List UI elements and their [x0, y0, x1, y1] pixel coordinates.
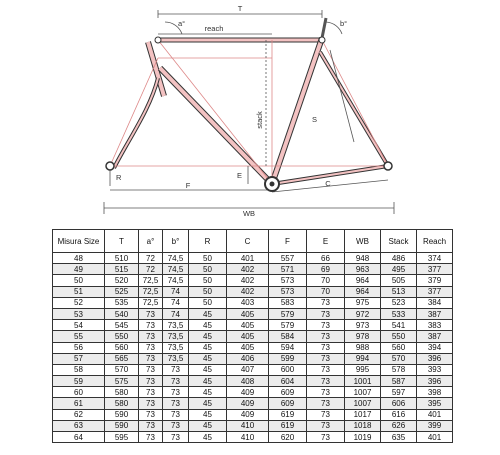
cell-t: 570 — [105, 364, 139, 375]
cell-f: 609 — [269, 387, 307, 398]
table-row — [53, 275, 453, 286]
cell-c: 405 — [227, 308, 269, 319]
cell-t: 575 — [105, 376, 139, 387]
cell-a: 73 — [139, 320, 163, 331]
cell-b: 74,5 — [163, 275, 189, 286]
cell-t: 550 — [105, 331, 139, 342]
cell-wb: 995 — [345, 364, 381, 375]
header-stack: Stack — [381, 230, 417, 253]
table-row — [53, 308, 453, 319]
table-row — [53, 387, 453, 398]
cell-b: 73,5 — [163, 342, 189, 353]
cell-e: 73 — [307, 387, 345, 398]
cell-reach: 401 — [417, 409, 453, 420]
header-wb: WB — [345, 230, 381, 253]
cell-wb: 1017 — [345, 409, 381, 420]
cell-f: 557 — [269, 253, 307, 264]
cell-stack: 635 — [381, 432, 417, 443]
cell-e: 73 — [307, 376, 345, 387]
cell-r: 45 — [189, 353, 227, 364]
cell-b: 73 — [163, 420, 189, 431]
label-stack: stack — [255, 111, 264, 129]
cell-r: 45 — [189, 409, 227, 420]
cell-f: 620 — [269, 432, 307, 443]
label-reach: reach — [204, 24, 224, 33]
cell-reach: 384 — [417, 297, 453, 308]
cell-t: 525 — [105, 286, 139, 297]
cell-b: 74,5 — [163, 264, 189, 275]
header-c: C — [227, 230, 269, 253]
table-row — [53, 364, 453, 375]
cell-c: 405 — [227, 320, 269, 331]
cell-a: 72,5 — [139, 286, 163, 297]
cell-r: 45 — [189, 320, 227, 331]
cell-reach: 377 — [417, 264, 453, 275]
cell-wb: 948 — [345, 253, 381, 264]
cell-e: 66 — [307, 253, 345, 264]
cell-b: 74,5 — [163, 253, 189, 264]
cell-f: 599 — [269, 353, 307, 364]
cell-c: 403 — [227, 297, 269, 308]
cell-c: 409 — [227, 409, 269, 420]
cell-reach: 396 — [417, 353, 453, 364]
label-f: F — [185, 181, 191, 190]
cell-e: 70 — [307, 286, 345, 297]
cell-wb: 1019 — [345, 432, 381, 443]
cell-size: 56 — [53, 342, 105, 353]
cell-b: 73 — [163, 387, 189, 398]
cell-b: 73 — [163, 364, 189, 375]
cell-size: 48 — [53, 253, 105, 264]
cell-a: 73 — [139, 387, 163, 398]
cell-b: 74 — [163, 297, 189, 308]
cell-a: 73 — [139, 420, 163, 431]
cell-reach: 374 — [417, 253, 453, 264]
table-body — [53, 253, 453, 443]
cell-e: 73 — [307, 364, 345, 375]
cell-f: 571 — [269, 264, 307, 275]
cell-wb: 1007 — [345, 387, 381, 398]
cell-wb: 988 — [345, 342, 381, 353]
cell-stack: 597 — [381, 387, 417, 398]
cell-stack: 495 — [381, 264, 417, 275]
geometry-table — [52, 229, 453, 443]
table-row — [53, 331, 453, 342]
cell-stack: 560 — [381, 342, 417, 353]
table-row — [53, 353, 453, 364]
cell-t: 580 — [105, 387, 139, 398]
cell-size: 62 — [53, 409, 105, 420]
cell-c: 410 — [227, 420, 269, 431]
cell-c: 408 — [227, 376, 269, 387]
cell-a: 72 — [139, 264, 163, 275]
table-row — [53, 409, 453, 420]
cell-a: 72 — [139, 253, 163, 264]
label-t: T — [237, 4, 243, 13]
cell-size: 58 — [53, 364, 105, 375]
cell-t: 510 — [105, 253, 139, 264]
cell-a: 73 — [139, 308, 163, 319]
cell-t: 560 — [105, 342, 139, 353]
cell-stack: 570 — [381, 353, 417, 364]
cell-e: 73 — [307, 398, 345, 409]
cell-stack: 486 — [381, 253, 417, 264]
cell-t: 580 — [105, 398, 139, 409]
cell-reach: 393 — [417, 364, 453, 375]
label-a: a° — [178, 19, 186, 28]
cell-e: 73 — [307, 342, 345, 353]
cell-e: 73 — [307, 297, 345, 308]
cell-size: 54 — [53, 320, 105, 331]
cell-e: 73 — [307, 353, 345, 364]
table-row — [53, 376, 453, 387]
cell-f: 600 — [269, 364, 307, 375]
cell-reach: 398 — [417, 387, 453, 398]
cell-r: 50 — [189, 253, 227, 264]
cell-f: 604 — [269, 376, 307, 387]
cell-b: 73,5 — [163, 320, 189, 331]
cell-wb: 1018 — [345, 420, 381, 431]
cell-reach: 383 — [417, 320, 453, 331]
front-dropout — [106, 162, 114, 170]
table-row — [53, 253, 453, 264]
cell-a: 73 — [139, 376, 163, 387]
cell-r: 45 — [189, 308, 227, 319]
seat-post — [322, 18, 326, 38]
table-row — [53, 398, 453, 409]
cell-f: 573 — [269, 286, 307, 297]
cell-f: 583 — [269, 297, 307, 308]
cell-r: 50 — [189, 264, 227, 275]
cell-f: 594 — [269, 342, 307, 353]
cell-e: 73 — [307, 331, 345, 342]
cell-stack: 541 — [381, 320, 417, 331]
cell-wb: 994 — [345, 353, 381, 364]
table-row — [53, 286, 453, 297]
cell-r: 45 — [189, 387, 227, 398]
cell-size: 51 — [53, 286, 105, 297]
cell-a: 73 — [139, 331, 163, 342]
header-reach: Reach — [417, 230, 453, 253]
cell-r: 50 — [189, 286, 227, 297]
cell-stack: 550 — [381, 331, 417, 342]
cell-f: 573 — [269, 275, 307, 286]
cell-size: 50 — [53, 275, 105, 286]
cell-f: 619 — [269, 420, 307, 431]
cell-a: 73 — [139, 409, 163, 420]
header-t: T — [105, 230, 139, 253]
header-a: a° — [139, 230, 163, 253]
cell-reach: 379 — [417, 275, 453, 286]
frame-joints — [106, 37, 392, 191]
cell-r: 45 — [189, 342, 227, 353]
header-r: R — [189, 230, 227, 253]
cell-r: 45 — [189, 398, 227, 409]
cell-size: 60 — [53, 387, 105, 398]
cell-a: 73 — [139, 398, 163, 409]
table-header-row — [53, 230, 453, 253]
cell-c: 402 — [227, 275, 269, 286]
rear-dropout — [384, 162, 392, 170]
cell-c: 401 — [227, 253, 269, 264]
cell-e: 73 — [307, 308, 345, 319]
cell-f: 579 — [269, 320, 307, 331]
cell-wb: 1001 — [345, 376, 381, 387]
frame-tubes — [114, 18, 388, 184]
cell-a: 72,5 — [139, 297, 163, 308]
header-b: b° — [163, 230, 189, 253]
cell-a: 73 — [139, 342, 163, 353]
cell-e: 73 — [307, 409, 345, 420]
cell-c: 405 — [227, 342, 269, 353]
label-r: R — [116, 173, 122, 182]
cell-wb: 964 — [345, 275, 381, 286]
cell-stack: 523 — [381, 297, 417, 308]
cell-c: 410 — [227, 432, 269, 443]
cell-b: 73 — [163, 409, 189, 420]
label-wb: WB — [242, 209, 256, 218]
frame-geometry-diagram — [0, 0, 500, 222]
cell-e: 73 — [307, 420, 345, 431]
cell-wb: 978 — [345, 331, 381, 342]
cell-t: 535 — [105, 297, 139, 308]
cell-reach: 387 — [417, 331, 453, 342]
cell-wb: 972 — [345, 308, 381, 319]
cell-e: 73 — [307, 320, 345, 331]
cell-reach: 394 — [417, 342, 453, 353]
cell-reach: 396 — [417, 376, 453, 387]
cell-a: 72,5 — [139, 275, 163, 286]
label-b: b° — [340, 19, 348, 28]
cell-b: 73 — [163, 432, 189, 443]
cell-wb: 1007 — [345, 398, 381, 409]
cell-b: 74 — [163, 286, 189, 297]
cell-stack: 626 — [381, 420, 417, 431]
cell-a: 73 — [139, 364, 163, 375]
cell-wb: 963 — [345, 264, 381, 275]
cell-size: 49 — [53, 264, 105, 275]
cell-c: 402 — [227, 264, 269, 275]
cell-t: 520 — [105, 275, 139, 286]
cell-e: 70 — [307, 275, 345, 286]
cell-size: 59 — [53, 376, 105, 387]
cell-b: 74 — [163, 308, 189, 319]
cell-t: 565 — [105, 353, 139, 364]
cell-reach: 377 — [417, 286, 453, 297]
label-c: C — [325, 179, 331, 188]
cell-r: 45 — [189, 432, 227, 443]
cell-r: 45 — [189, 331, 227, 342]
cell-a: 73 — [139, 353, 163, 364]
cell-t: 515 — [105, 264, 139, 275]
table-row — [53, 420, 453, 431]
table-row — [53, 320, 453, 331]
cell-stack: 578 — [381, 364, 417, 375]
table-row — [53, 297, 453, 308]
cell-t: 595 — [105, 432, 139, 443]
header-f: F — [269, 230, 307, 253]
cell-stack: 606 — [381, 398, 417, 409]
cell-r: 45 — [189, 364, 227, 375]
header-size: Misura Size — [53, 230, 105, 253]
cell-r: 45 — [189, 376, 227, 387]
cell-stack: 533 — [381, 308, 417, 319]
cell-c: 409 — [227, 387, 269, 398]
table-row — [53, 432, 453, 443]
cell-stack: 513 — [381, 286, 417, 297]
diagram-labels — [116, 4, 347, 218]
cell-f: 584 — [269, 331, 307, 342]
table-row — [53, 264, 453, 275]
cell-f: 579 — [269, 308, 307, 319]
label-s: S — [312, 115, 318, 124]
cell-size: 63 — [53, 420, 105, 431]
cell-t: 540 — [105, 308, 139, 319]
cell-c: 402 — [227, 286, 269, 297]
cell-reach: 399 — [417, 420, 453, 431]
cell-reach: 395 — [417, 398, 453, 409]
cell-b: 73,5 — [163, 353, 189, 364]
cell-size: 52 — [53, 297, 105, 308]
cell-b: 73 — [163, 398, 189, 409]
cell-a: 73 — [139, 432, 163, 443]
cell-size: 61 — [53, 398, 105, 409]
cell-stack: 505 — [381, 275, 417, 286]
label-e: E — [237, 171, 243, 180]
cell-r: 45 — [189, 420, 227, 431]
cell-f: 619 — [269, 409, 307, 420]
cell-c: 409 — [227, 398, 269, 409]
cell-f: 609 — [269, 398, 307, 409]
cell-wb: 964 — [345, 286, 381, 297]
cell-reach: 401 — [417, 432, 453, 443]
cell-c: 405 — [227, 331, 269, 342]
header-e: E — [307, 230, 345, 253]
cell-e: 69 — [307, 264, 345, 275]
cell-wb: 975 — [345, 297, 381, 308]
table-row — [53, 342, 453, 353]
cell-t: 590 — [105, 409, 139, 420]
cell-r: 50 — [189, 297, 227, 308]
cell-c: 407 — [227, 364, 269, 375]
cell-t: 545 — [105, 320, 139, 331]
cell-b: 73,5 — [163, 331, 189, 342]
cell-size: 55 — [53, 331, 105, 342]
cell-c: 406 — [227, 353, 269, 364]
cell-wb: 973 — [345, 320, 381, 331]
cell-reach: 387 — [417, 308, 453, 319]
cell-size: 64 — [53, 432, 105, 443]
cell-b: 73 — [163, 376, 189, 387]
cell-size: 53 — [53, 308, 105, 319]
cell-e: 73 — [307, 432, 345, 443]
cell-stack: 587 — [381, 376, 417, 387]
cell-size: 57 — [53, 353, 105, 364]
cell-stack: 616 — [381, 409, 417, 420]
cell-r: 50 — [189, 275, 227, 286]
cell-t: 590 — [105, 420, 139, 431]
